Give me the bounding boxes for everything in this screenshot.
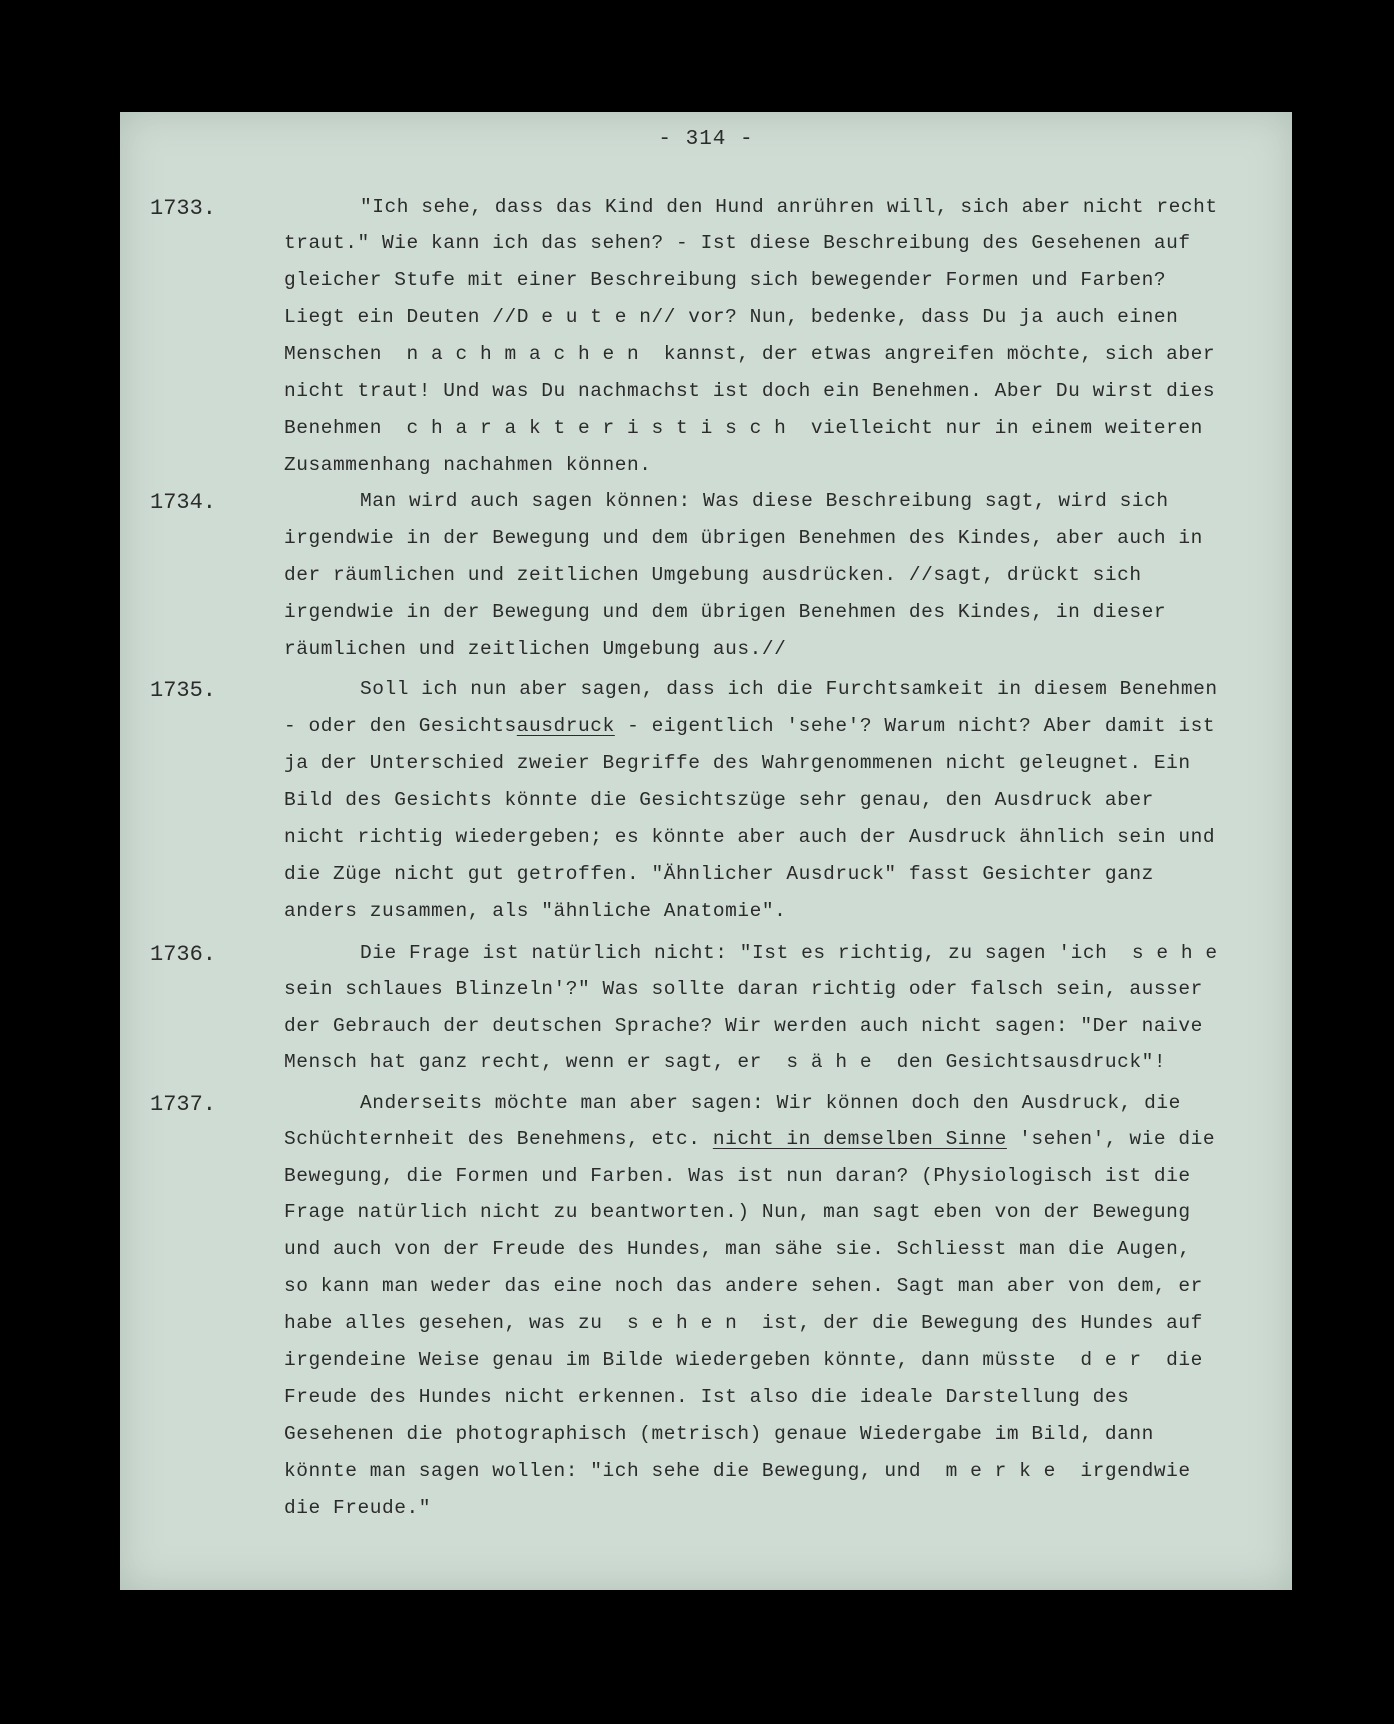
text-line: Bewegung, die Formen und Farben. Was ist nun daran? (Physiologisch ist die xyxy=(284,1165,1191,1187)
text-line: irgendeine Weise genau im Bilde wiedergeben könnte, dann müsste d e r die xyxy=(284,1349,1203,1371)
text-line xyxy=(284,713,1215,739)
text-line: gleicher Stufe mit einer Beschreibung sich bewegender Formen und Farben? xyxy=(284,269,1167,291)
underlined-text: nicht in demselben Sinne xyxy=(712,1128,1007,1150)
text-line: Zusammenhang nachahmen können. xyxy=(284,454,652,476)
text-line: Die Frage ist natürlich nicht: "Ist es richtig, zu sagen 'ich s e h e xyxy=(360,942,1218,964)
text-line: räumlichen und zeitlichen Umgebung aus.// xyxy=(284,638,787,660)
text-line: Gesehenen die photographisch (metrisch) genaue Wiedergabe im Bild, dann xyxy=(284,1423,1154,1445)
text-line: Menschen n a c h m a c h e n kannst, der etwas angreifen möchte, sich aber xyxy=(284,343,1216,365)
text-line: die Züge nicht gut getroffen. "Ähnlicher Ausdruck" fasst Gesichter ganz xyxy=(284,863,1154,885)
text-line: traut." Wie kann ich das sehen? - Ist diese Beschreibung des Gesehenen auf xyxy=(284,232,1191,254)
text-line: anders zusammen, als "ähnliche Anatomie". xyxy=(284,900,787,922)
text-line: Soll ich nun aber sagen, dass ich die Furchtsamkeit in diesem Benehmen xyxy=(360,678,1218,700)
text-line: und auch von der Freude des Hundes, man sähe sie. Schliesst man die Augen, xyxy=(284,1238,1191,1260)
text-line: Frage natürlich nicht zu beantworten.) Nun, man sagt eben von der Bewegung xyxy=(284,1201,1191,1223)
text-line: die Freude." xyxy=(284,1497,432,1519)
text-line: irgendwie in der Bewegung und dem übrigen Benehmen des Kindes, in dieser xyxy=(284,601,1167,623)
remark-number: 1737. xyxy=(150,1092,217,1117)
text-line: Mensch hat ganz recht, wenn er sagt, er s ä h e den Gesichtsausdruck"! xyxy=(284,1051,1167,1073)
text-line: so kann man weder das eine noch das andere sehen. Sagt man aber von dem, er xyxy=(284,1275,1203,1297)
text-line xyxy=(284,1126,1215,1152)
remark-number: 1733. xyxy=(150,196,217,221)
remark-number: 1734. xyxy=(150,490,217,515)
text-line: nicht richtig wiedergeben; es könnte aber auch der Ausdruck ähnlich sein und xyxy=(284,826,1216,848)
text-segment: - eigentlich 'sehe'? Warum nicht? Aber damit ist xyxy=(614,715,1216,737)
typescript-page xyxy=(120,112,1292,1590)
text-line: ja der Unterschied zweier Begriffe des Wahrgenommenen nicht geleugnet. Ein xyxy=(284,752,1191,774)
remark-number: 1736. xyxy=(150,942,217,967)
text-line: Liegt ein Deuten //D e u t e n// vor? Nun, bedenke, dass Du ja auch einen xyxy=(284,306,1179,328)
text-line: der räumlichen und zeitlichen Umgebung ausdrücken. //sagt, drückt sich xyxy=(284,564,1142,586)
text-line: Benehmen c h a r a k t e r i s t i s c h vielleicht nur in einem weiteren xyxy=(284,417,1203,439)
text-line: könnte man sagen wollen: "ich sehe die Bewegung, und m e r k e irgendwie xyxy=(284,1460,1191,1482)
text-line: Anderseits möchte man aber sagen: Wir können doch den Ausdruck, die xyxy=(360,1092,1181,1114)
underlined-text: ausdruck xyxy=(516,715,615,737)
text-segment: - oder den Gesichts xyxy=(284,715,517,737)
text-line: habe alles gesehen, was zu s e h e n ist, der die Bewegung des Hundes auf xyxy=(284,1312,1203,1334)
remark-number: 1735. xyxy=(150,678,217,703)
text-line: sein schlaues Blinzeln'?" Was sollte daran richtig oder falsch sein, ausser xyxy=(284,978,1203,1000)
text-line: der Gebrauch der deutschen Sprache? Wir werden auch nicht sagen: "Der naive xyxy=(284,1015,1203,1037)
text-line: nicht traut! Und was Du nachmachst ist doch ein Benehmen. Aber Du wirst dies xyxy=(284,380,1216,402)
text-line: "Ich sehe, dass das Kind den Hund anrühren will, sich aber nicht recht xyxy=(360,196,1218,218)
text-segment: Schüchternheit des Benehmens, etc. xyxy=(284,1128,713,1150)
text-line: Freude des Hundes nicht erkennen. Ist also die ideale Darstellung des xyxy=(284,1386,1130,1408)
text-segment: 'sehen', wie die xyxy=(1006,1128,1216,1150)
page-number: - 314 - xyxy=(658,128,754,151)
text-line: Bild des Gesichts könnte die Gesichtszüge sehr genau, den Ausdruck aber xyxy=(284,789,1154,811)
text-line: Man wird auch sagen können: Was diese Beschreibung sagt, wird sich xyxy=(360,490,1169,512)
text-line: irgendwie in der Bewegung und dem übrigen Benehmen des Kindes, aber auch in xyxy=(284,527,1203,549)
